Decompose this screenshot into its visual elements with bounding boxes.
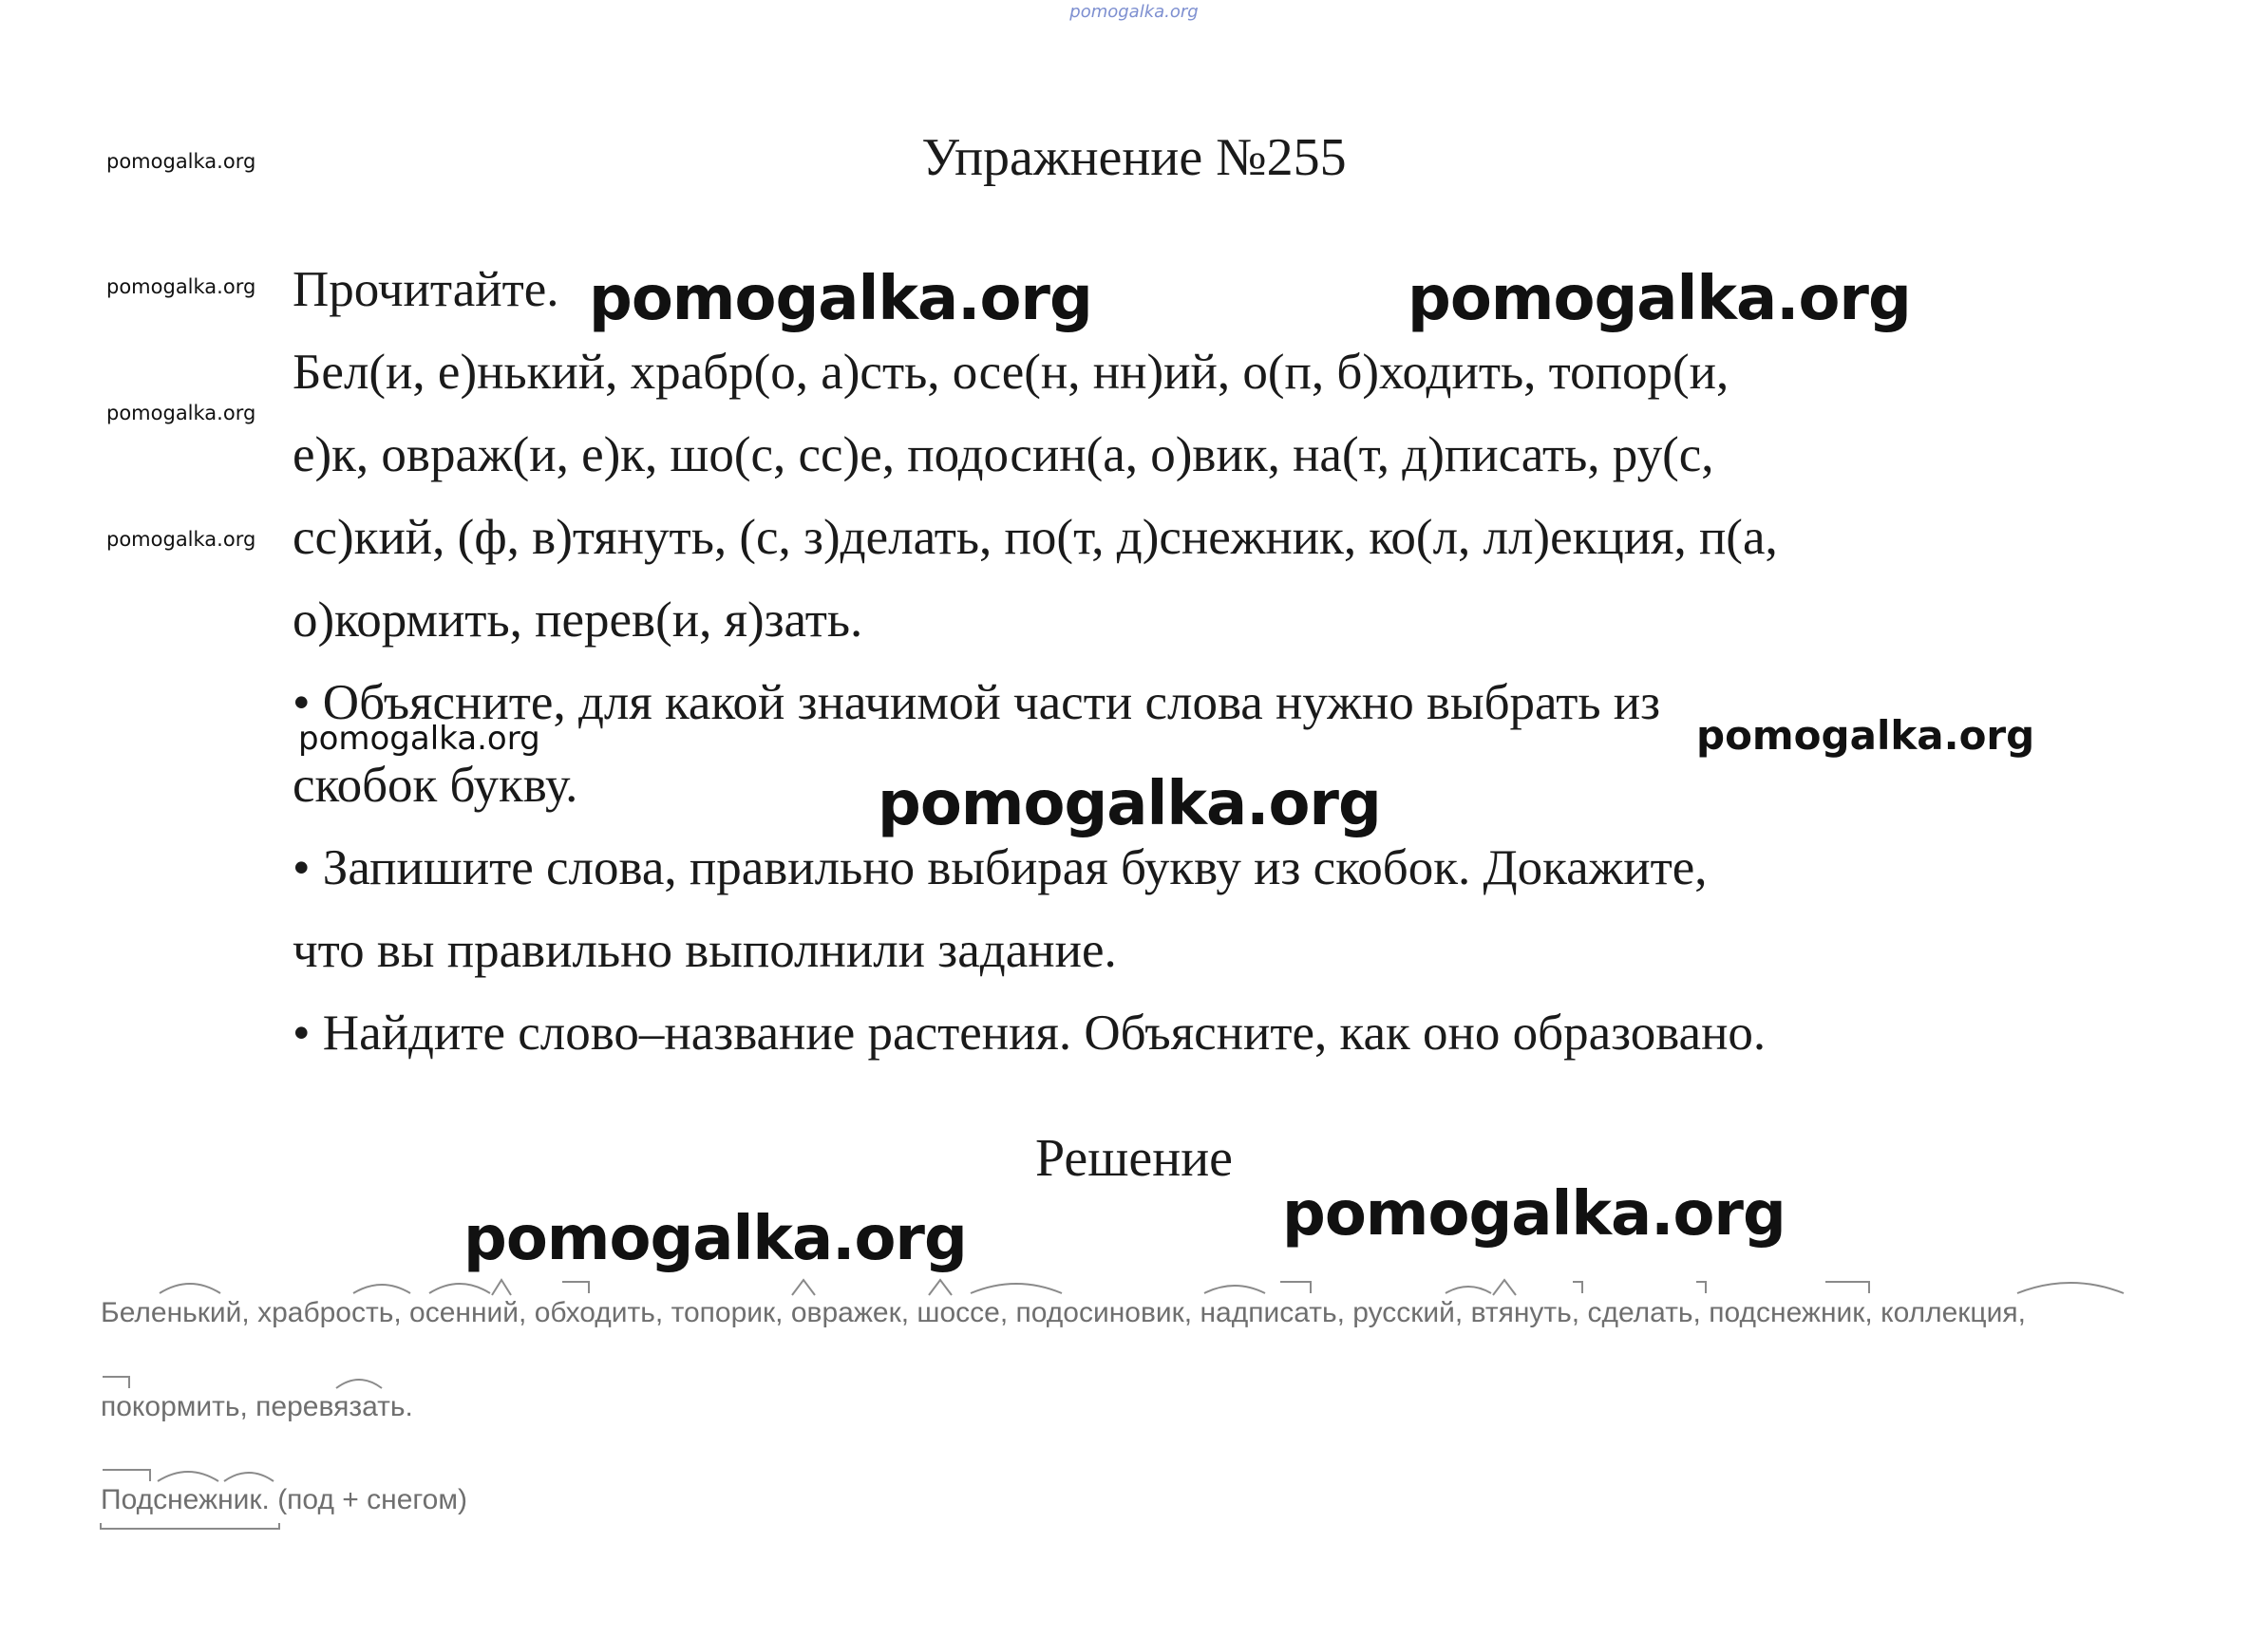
solution-line: Подснежник. (под + снегом): [101, 1484, 467, 1515]
side-watermark: pomogalka.org: [106, 402, 256, 424]
watermark-large: pomogalka.org: [878, 769, 1381, 839]
prefix-bracket: [103, 1470, 150, 1481]
watermark-large: pomogalka.org: [463, 1204, 967, 1274]
suffix-caret: [492, 1280, 511, 1295]
task-line: скобок букву.: [293, 758, 578, 813]
task-line: что вы правильно выполнили задание.: [293, 923, 1117, 978]
task-line: е)к, овраж(и, е)к, шо(с, сс)е, подосин(а, о)вик, на(т, д)писать, ру(с,: [293, 427, 1714, 482]
prefix-bracket: [103, 1377, 129, 1388]
root-arc: [1204, 1286, 1265, 1293]
root-arc: [160, 1284, 220, 1293]
root-arc: [158, 1472, 218, 1481]
suffix-caret: [792, 1280, 815, 1295]
task-line: • Объясните, для какой значимой части слова нужно выбрать из: [293, 675, 1661, 730]
root-arc: [353, 1285, 410, 1293]
task-line: Бел(и, е)нький, храбр(о, а)сть, осе(н, нн)ий, о(п, б)ходить, топор(и,: [293, 345, 1729, 400]
prefix-bracket: [1825, 1282, 1869, 1293]
side-watermark: pomogalka.org: [106, 275, 256, 298]
suffix-arc: [224, 1473, 274, 1481]
watermark-large: pomogalka.org: [589, 264, 1092, 334]
watermark-top: pomogalka.org: [1069, 2, 1199, 22]
watermark-large: pomogalka.org: [1408, 264, 1911, 334]
watermark-large: pomogalka.org: [1282, 1179, 1786, 1250]
task-line: Прочитайте.: [293, 262, 559, 317]
watermark-medium: pomogalka.org: [1696, 712, 2035, 759]
prefix-bracket: [1696, 1282, 1706, 1293]
stem-underline: [101, 1523, 279, 1529]
prefix-bracket: [1280, 1282, 1311, 1293]
side-watermark: pomogalka.org: [106, 528, 256, 551]
root-arc: [2017, 1283, 2124, 1293]
task-line: • Найдите слово–название растения. Объясните, как оно образовано.: [293, 1006, 1767, 1061]
solution-line: покормить, перевязать.: [101, 1391, 413, 1422]
task-line: • Запишите слова, правильно выбирая букву из скобок. Докажите,: [293, 840, 1708, 895]
solution-line: Беленький, храбрость, осенний, обходить, топорик, овражек, шоссе, подосиновик, надписать, русский, втянуть, сделать, подснежник, коллекция,: [101, 1297, 2026, 1328]
root-arc: [971, 1284, 1062, 1293]
watermark-medium: pomogalka.org: [298, 720, 540, 758]
prefix-bracket: [1573, 1282, 1582, 1293]
side-watermark: pomogalka.org: [106, 150, 256, 173]
task-line: сс)кий, (ф, в)тянуть, (с, з)делать, по(т, д)снежник, ко(л, лл)екция, п(а,: [293, 510, 1778, 565]
task-line: о)кормить, перев(и, я)зать.: [293, 592, 863, 648]
suffix-caret: [929, 1280, 952, 1295]
root-arc: [336, 1380, 382, 1388]
page-title: Упражнение №255: [921, 128, 1347, 187]
prefix-bracket: [562, 1282, 589, 1293]
root-arc: [1446, 1287, 1491, 1293]
root-arc: [429, 1284, 490, 1293]
solution-heading: Решение: [1034, 1129, 1234, 1188]
suffix-caret: [1493, 1280, 1516, 1295]
